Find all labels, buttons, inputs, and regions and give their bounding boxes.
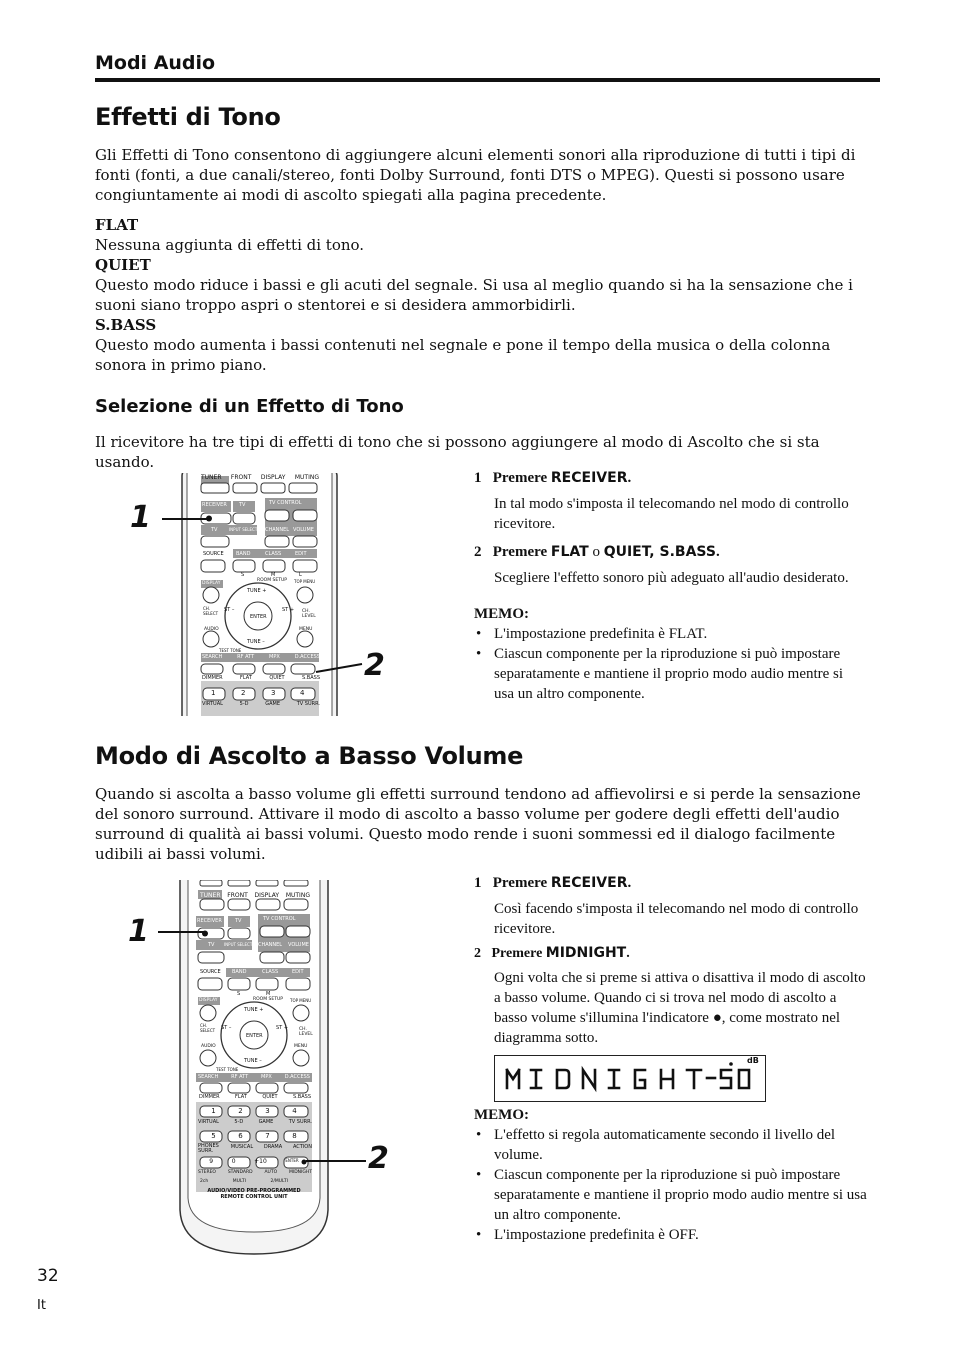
label-search: SEARCH (202, 654, 223, 660)
label-rf-att-2: RF ATT (231, 1074, 249, 1080)
label-edit-2: EDIT (292, 969, 304, 975)
num-3-r2: 3 (265, 1107, 270, 1115)
label-top-menu: TOP MENU (294, 579, 316, 584)
select-step-2-desc: Scegliere l'effetto sonoro più adeguato all'audio desiderato. (494, 570, 849, 586)
label-2ch: 2ch (200, 1179, 209, 1184)
remote1-search-row (202, 654, 320, 660)
select-intro: Il ricevitore ha tre tipi di effetti di tono che si possono aggiungere al modo di Ascolto che si sta usando. (95, 433, 820, 471)
lowvol-steps (474, 873, 869, 1048)
num-5: 5 (211, 1132, 216, 1140)
label-tv-surr: TV SURR. (296, 701, 320, 707)
select-memo-title: MEMO: (474, 606, 529, 622)
label-edit: EDIT (295, 551, 307, 557)
key-midnight: MIDNIGHT (545, 945, 627, 961)
language-code: It (37, 1298, 46, 1313)
label-tune-up: TUNE + (247, 588, 267, 594)
label-front-2: FRONT (227, 892, 248, 899)
label-2multi: 2/MULTI (270, 1179, 288, 1184)
remote1-row1-labels (201, 474, 319, 481)
callout-line-1 (162, 518, 208, 520)
label-ch-select: CH. SELECT (203, 606, 219, 616)
key-flat: FLAT (550, 544, 589, 560)
num-8: 8 (292, 1132, 297, 1140)
label-st-minus: ST – (224, 607, 235, 613)
lowvol-step-2-title: 2 Premere MIDNIGHT. (474, 945, 630, 961)
num-6: 6 (238, 1132, 243, 1140)
callout-1: 1 (130, 500, 151, 535)
label-flat-2: FLAT (235, 1094, 247, 1100)
num-4: 4 (300, 689, 305, 697)
remote2-num-row-1 (200, 1107, 308, 1115)
label-source-2: SOURCE (200, 969, 221, 975)
label-st-plus: ST + (282, 607, 295, 613)
label-m: M (271, 572, 276, 578)
label-tv-2: TV (235, 918, 242, 924)
label-input-select-2: INPUT SELECT (224, 942, 253, 947)
label-tune-down-2: TUNE – (244, 1058, 262, 1064)
section-title: Modi Audio (95, 52, 216, 74)
label-menu: MENU (299, 627, 313, 632)
label-room-setup: ROOM SETUP (257, 578, 287, 583)
remote1-num-labels (202, 701, 320, 707)
label-quiet: QUIET (269, 675, 285, 681)
label-menu-2: MENU (294, 1044, 308, 1049)
num-3: 3 (271, 689, 276, 697)
label-tv2-2: TV (208, 942, 215, 948)
label-rf-att: RF ATT (237, 654, 255, 660)
effect-desc-flat: Nessuna aggiunta di effetti di tono. (95, 236, 365, 254)
label-volume: VOLUME (293, 527, 314, 533)
label-l: L (299, 572, 302, 578)
num-9: 9 (209, 1158, 214, 1165)
remote-illustration-2 (178, 880, 330, 1256)
label-display2-2: DISPLAY (199, 998, 218, 1003)
callout-2-b: 2 (368, 1141, 389, 1176)
select-step-1-desc: In tal modo s'imposta il telecomando nel modo di controllo ricevitore. (494, 496, 849, 532)
brand-line-1: AUDIO/VIDEO PRE-PROGRAMMED (207, 1188, 301, 1194)
label-tv-control-2: TV CONTROL (263, 916, 296, 922)
label-sbass: S.BASS (302, 675, 320, 681)
lowvol-memo-item: • Ciascun componente per la riproduzione si può impostare separatamente e mantiene il proprio modo audio mentre si usa un altro componente. (474, 1165, 874, 1225)
label-s: S (241, 572, 245, 578)
label-midnight: MIDNIGHT (288, 1170, 312, 1175)
lowvol-memo-item: • L'impostazione predefinita è OFF. (474, 1225, 874, 1245)
remote2-num-labels-4 (200, 1179, 288, 1184)
label-mpx-2: MPX (261, 1074, 272, 1080)
callout-1-b: 1 (128, 914, 149, 949)
remote2-num-row-2 (200, 1132, 308, 1140)
num-2: 2 (241, 689, 246, 697)
label-test-tone: TEST TONE (219, 648, 242, 653)
callout-line-1-b (158, 931, 206, 933)
label-enter-2: ENTER (246, 1033, 263, 1039)
num-2-r2: 2 (238, 1107, 243, 1115)
label-auto: AUTO (264, 1170, 278, 1175)
label-game-2: GAME (258, 1119, 274, 1125)
label-st-minus-2: ST – (221, 1025, 232, 1031)
remote2-num-labels-2 (198, 1144, 312, 1154)
label-flat: FLAT (240, 675, 252, 681)
remote2-row1-labels (200, 892, 310, 899)
select-step-1-title: 1 Premere RECEIVER. (474, 470, 632, 486)
label-source: SOURCE (203, 551, 224, 557)
label-standard: STANDARD (227, 1170, 253, 1175)
label-s-2: S (237, 991, 241, 997)
lowvol-memo-item: • L'effetto si regola automaticamente secondo il livello del volume. (474, 1125, 874, 1165)
label-mpx: MPX (269, 654, 280, 660)
label-tv-control: TV CONTROL (269, 500, 302, 506)
label-input-select: INPUT SELECT (229, 527, 258, 532)
label-channel: CHANNEL (265, 527, 290, 533)
remote2-dimmer-row (199, 1094, 311, 1100)
key-receiver-2: RECEIVER (550, 875, 628, 891)
remote2-num-row-3 (200, 1158, 308, 1165)
remote1-dimmer-row (202, 675, 320, 681)
header-rule (95, 78, 880, 82)
effect-desc-quiet: Questo modo riduce i bassi e gli acuti del segnale. Si usa al meglio quando si ha la sensazione che i suoni siano troppo aspri o stentorei e si desidera ammorbidirli. (95, 276, 853, 314)
effect-name-sbass: S.BASS (95, 316, 157, 334)
tone-title: Effetti di Tono (95, 103, 281, 131)
num-plus10: +10 (254, 1158, 267, 1165)
label-front: FRONT (230, 474, 252, 481)
label-audio-2: AUDIO (201, 1044, 216, 1049)
tone-effects-list (95, 215, 865, 375)
label-muting-2: MUTING (285, 892, 310, 899)
label-quiet-2: QUIET (262, 1094, 278, 1100)
select-steps (474, 468, 864, 704)
lowvol-memo-list (474, 1125, 874, 1245)
label-tv2: TV (211, 527, 218, 533)
label-drama: DRAMA (263, 1144, 283, 1150)
remote-brand (196, 1188, 312, 1200)
label-m-2: M (266, 991, 271, 997)
label-audio: AUDIO (204, 627, 219, 632)
remote2-search-row (198, 1074, 310, 1080)
label-tv-surr-2: TV SURR. (288, 1119, 312, 1125)
label-stereo: STEREO (198, 1170, 216, 1175)
effect-desc-sbass: Questo modo aumenta i bassi contenuti nel segnale e pone il tempo della musica o della colonna sonora in primo piano. (95, 336, 831, 374)
label-receiver-2: RECEIVER (197, 918, 222, 924)
label-search-2: SEARCH (198, 1074, 219, 1080)
display-segments (495, 1056, 765, 1101)
brand-line-2: REMOTE CONTROL UNIT (220, 1194, 288, 1200)
label-class-2: CLASS (262, 969, 279, 975)
callout-2: 2 (364, 648, 385, 683)
select-step-2-title: 2 Premere FLAT o QUIET, S.BASS. (474, 544, 720, 560)
effect-name-flat: FLAT (95, 216, 139, 234)
label-d-access-2: D.ACCESS (284, 1074, 310, 1080)
label-ch-select-2: CH. SELECT (200, 1023, 216, 1033)
key-quiet-sbass: QUIET, S.BASS (603, 544, 716, 560)
lowvol-memo-title: MEMO: (474, 1107, 529, 1123)
label-band: BAND (236, 551, 251, 557)
label-game: GAME (265, 701, 280, 707)
callout-line-2 (314, 656, 364, 680)
label-enter: ENTER (250, 614, 267, 620)
label-phones-surr: PHONES SURR. (198, 1143, 219, 1154)
label-channel-2: CHANNEL (258, 942, 283, 948)
label-virtual-2: VIRTUAL (198, 1119, 219, 1125)
label-tune-down: TUNE – (247, 639, 265, 645)
label-tuner: TUNER (201, 474, 222, 481)
num-1: 1 (211, 689, 216, 697)
label-room-setup-2: ROOM SETUP (253, 997, 283, 1002)
label-musical: MUSICAL (230, 1144, 254, 1150)
label-virtual: VIRTUAL (202, 701, 223, 707)
label-action: ACTION (292, 1144, 312, 1150)
label-display2: DISPLAY (202, 581, 221, 586)
front-panel-display (494, 1055, 766, 1102)
label-test-tone-2: TEST TONE (216, 1067, 239, 1072)
key-receiver: RECEIVER (550, 470, 628, 486)
lowvol-title: Modo di Ascolto a Basso Volume (95, 742, 524, 770)
label-band-2: BAND (232, 969, 247, 975)
lowvol-step-2-desc: Ogni volta che si preme si attiva o disattiva il modo di ascolto a basso volume. Quando ci si trova nel modo di ascolto a basso volume s'illumina l'indicatore ●, come mostrato nel diagramma sotto. (494, 970, 866, 1046)
label-top-menu-2: TOP MENU (290, 998, 312, 1003)
label-receiver: RECEIVER (202, 502, 227, 508)
label-display-2: DISPLAY (254, 892, 280, 899)
remote2-num-labels-1 (198, 1119, 312, 1125)
label-class: CLASS (265, 551, 282, 557)
label-5d-2: 5-D (234, 1119, 244, 1125)
label-tv: TV (239, 502, 246, 508)
lowvol-intro: Quando si ascolta a basso volume gli effetti surround tendono ad affievolirsi e si perde la sensazione del sonoro surround. Attivare il modo di ascolto a basso volume per godere degli effetti dell'audio surround di qualità ai bassi volumi. Questo modo rende i suoni sommessi ed il dialogo facilmente udibili ai bassi volumi. (95, 785, 861, 863)
num-7: 7 (265, 1132, 270, 1140)
label-dimmer-2: DIMMER (199, 1094, 220, 1100)
label-5d: 5-D (239, 701, 249, 707)
page-number: 32 (37, 1266, 59, 1286)
lowvol-memo (474, 1105, 874, 1245)
label-multi: MULTI (232, 1179, 246, 1184)
tone-intro: Gli Effetti di Tono consentono di aggiungere alcuni elementi sonori alla riproduzione di tutti i tipi di fonti (fonti, a due canali/stereo, fonti Dolby Surround, fonti DTS o MPEG). Questi si possono usare congiuntamente ai modi di ascolto spiegati alla pagina precedente. (95, 146, 856, 204)
label-dimmer: DIMMER (202, 675, 223, 681)
label-d-access: D.ACCESS (294, 654, 320, 660)
effect-name-quiet: QUIET (95, 256, 151, 274)
label-sbass-2: S.BASS (293, 1094, 311, 1100)
label-display: DISPLAY (260, 474, 286, 481)
label-volume-2: VOLUME (288, 942, 309, 948)
select-memo-item: • Ciascun componente per la riproduzione si può impostare separatamente e mantiene il proprio modo audio mentre si usa un altro componente. (474, 644, 864, 704)
callout-line-2-b (306, 1160, 366, 1162)
select-title: Selezione di un Effetto di Tono (95, 396, 404, 417)
num-0: 0 (231, 1158, 236, 1165)
select-memo-item: • L'impostazione predefinita è FLAT. (474, 624, 864, 644)
enter-key-label: ENTER (285, 1158, 299, 1163)
label-ch-level: CH. LEVEL (302, 609, 316, 619)
label-st-plus-2: ST + (276, 1025, 289, 1031)
lowvol-step-1-desc: Così facendo s'imposta il telecomando nel modo di controllo ricevitore. (494, 901, 859, 937)
remote2-num-labels-3 (198, 1170, 312, 1175)
label-tune-up-2: TUNE + (244, 1007, 264, 1013)
lowvol-step-1-title: 1 Premere RECEIVER. (474, 875, 632, 891)
display-unit: dB (747, 1056, 759, 1065)
num-1-r2: 1 (211, 1107, 216, 1115)
num-4-r2: 4 (292, 1107, 297, 1115)
label-muting: MUTING (294, 474, 319, 481)
label-tuner-2: TUNER (200, 892, 221, 899)
select-memo-list (474, 624, 864, 704)
label-ch-level-2: CH. LEVEL (299, 1027, 313, 1037)
